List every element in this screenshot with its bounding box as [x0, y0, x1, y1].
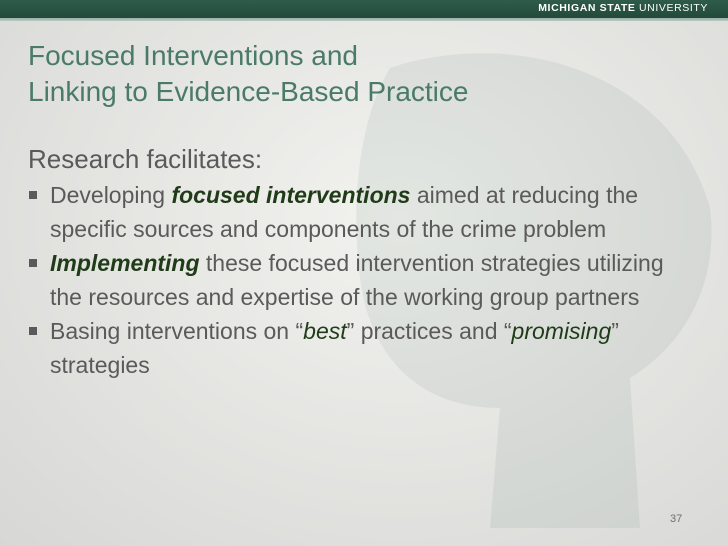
bullet-text: these focused intervention strategies utilizing the resources and expertise of the working group partners — [50, 250, 664, 310]
bullet-text: Developing — [50, 182, 172, 208]
bullet-emphasis: focused interventions — [171, 182, 411, 208]
brand-rest-text: UNIVERSITY — [635, 2, 708, 14]
bullet-text: ” practices and “ — [346, 318, 512, 344]
bullet-square-icon — [29, 259, 37, 267]
slide-title — [28, 38, 688, 110]
bullet-text: aimed at reducing the specific sources and components of the crime problem — [50, 182, 639, 242]
bullet-item — [28, 314, 688, 382]
brand-bold-text: MICHIGAN STATE — [538, 2, 636, 14]
bullet-emphasis: best — [303, 318, 347, 344]
bullet-square-icon — [29, 327, 37, 335]
bullet-emphasis: Implementing — [50, 250, 200, 276]
bullet-text: ” strategies — [50, 318, 619, 378]
bullet-item — [28, 246, 688, 314]
bullet-text: Basing interventions on “ — [50, 318, 304, 344]
header-divider — [0, 18, 728, 21]
bullet-item — [28, 178, 688, 246]
title-line-2: Linking to Evidence-Based Practice — [28, 76, 469, 107]
slide-page-number: 37 — [670, 513, 683, 525]
slide-body — [28, 143, 688, 382]
top-brand-bar — [0, 0, 728, 18]
lead-text: Research facilitates: — [28, 144, 263, 174]
title-line-1: Focused Interventions and — [28, 40, 358, 71]
bullet-emphasis: promising — [511, 318, 612, 344]
bullet-square-icon — [29, 191, 37, 199]
brand-wordmark — [538, 2, 708, 14]
